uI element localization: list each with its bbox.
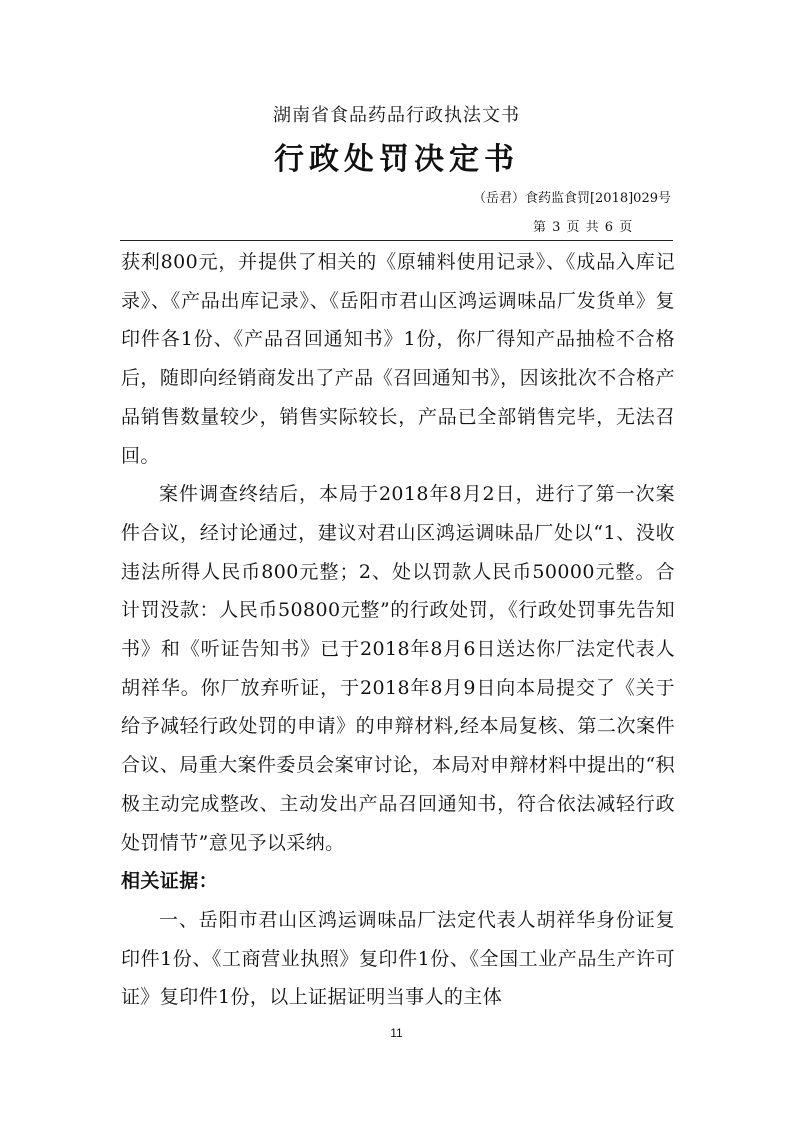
evidence-paragraph: 一、岳阳市君山区鸿运调味品厂法定代表人胡祥华身份证复印件1份、《工商营业执照》复印件1份、《全国工业产品生产许可证》复印件1份，以上证据证明当事人的主体 [121, 908, 675, 1009]
page-number: 11 [390, 1026, 403, 1040]
document-title: 行政处罚决定书 [274, 142, 519, 177]
document-body [121, 243, 675, 1017]
header-divider [120, 240, 673, 241]
issuing-authority: 湖南省食品药品行政执法文书 [273, 105, 520, 126]
document-number: （岳君）食药监食罚[2018]029号 [472, 191, 671, 206]
evidence-heading: 相关证据： [121, 870, 219, 893]
page-indicator: 第 3 页 共 6 页 [533, 220, 634, 235]
body-paragraph-case-review: 案件调查终结后，本局于2018年8月2日，进行了第一次案件合议，经讨论通过，建议对君山区鸿运调味品厂处以“1、没收违法所得人民币800元整；2、处以罚款人民币50000元整。合计罚没款：人民币50800元整”的行政处罚，《行政处罚事先告知书》和《听证告知书》已于2018年8月6日送达你厂法定代表人胡祥华。你厂放弃听证，于2018年8月9日向本局提交了《关于给予减轻行政处罚的申请》的申辩材料,经本局复核、第二次案件合议、局重大案件委员会案审讨论，本局对申辩材料中提出的“积极主动完成整改、主动发出产品召回通知书，符合依法减轻行政处罚情节”意见予以采纳。 [121, 483, 675, 854]
body-paragraph-continuation: 获利800元，并提供了相关的《原辅料使用记录》、《成品入库记录》、《产品出库记录》、《岳阳市君山区鸿运调味品厂发货单》复印件各1份、《产品召回通知书》1份，你厂得知产品抽检不合格后，随即向经销商发出了产品《召回通知书》，因该批次不合格产品销售数量较少，销售实际较长，产品已全部销售完毕，无法召回。 [121, 251, 675, 467]
